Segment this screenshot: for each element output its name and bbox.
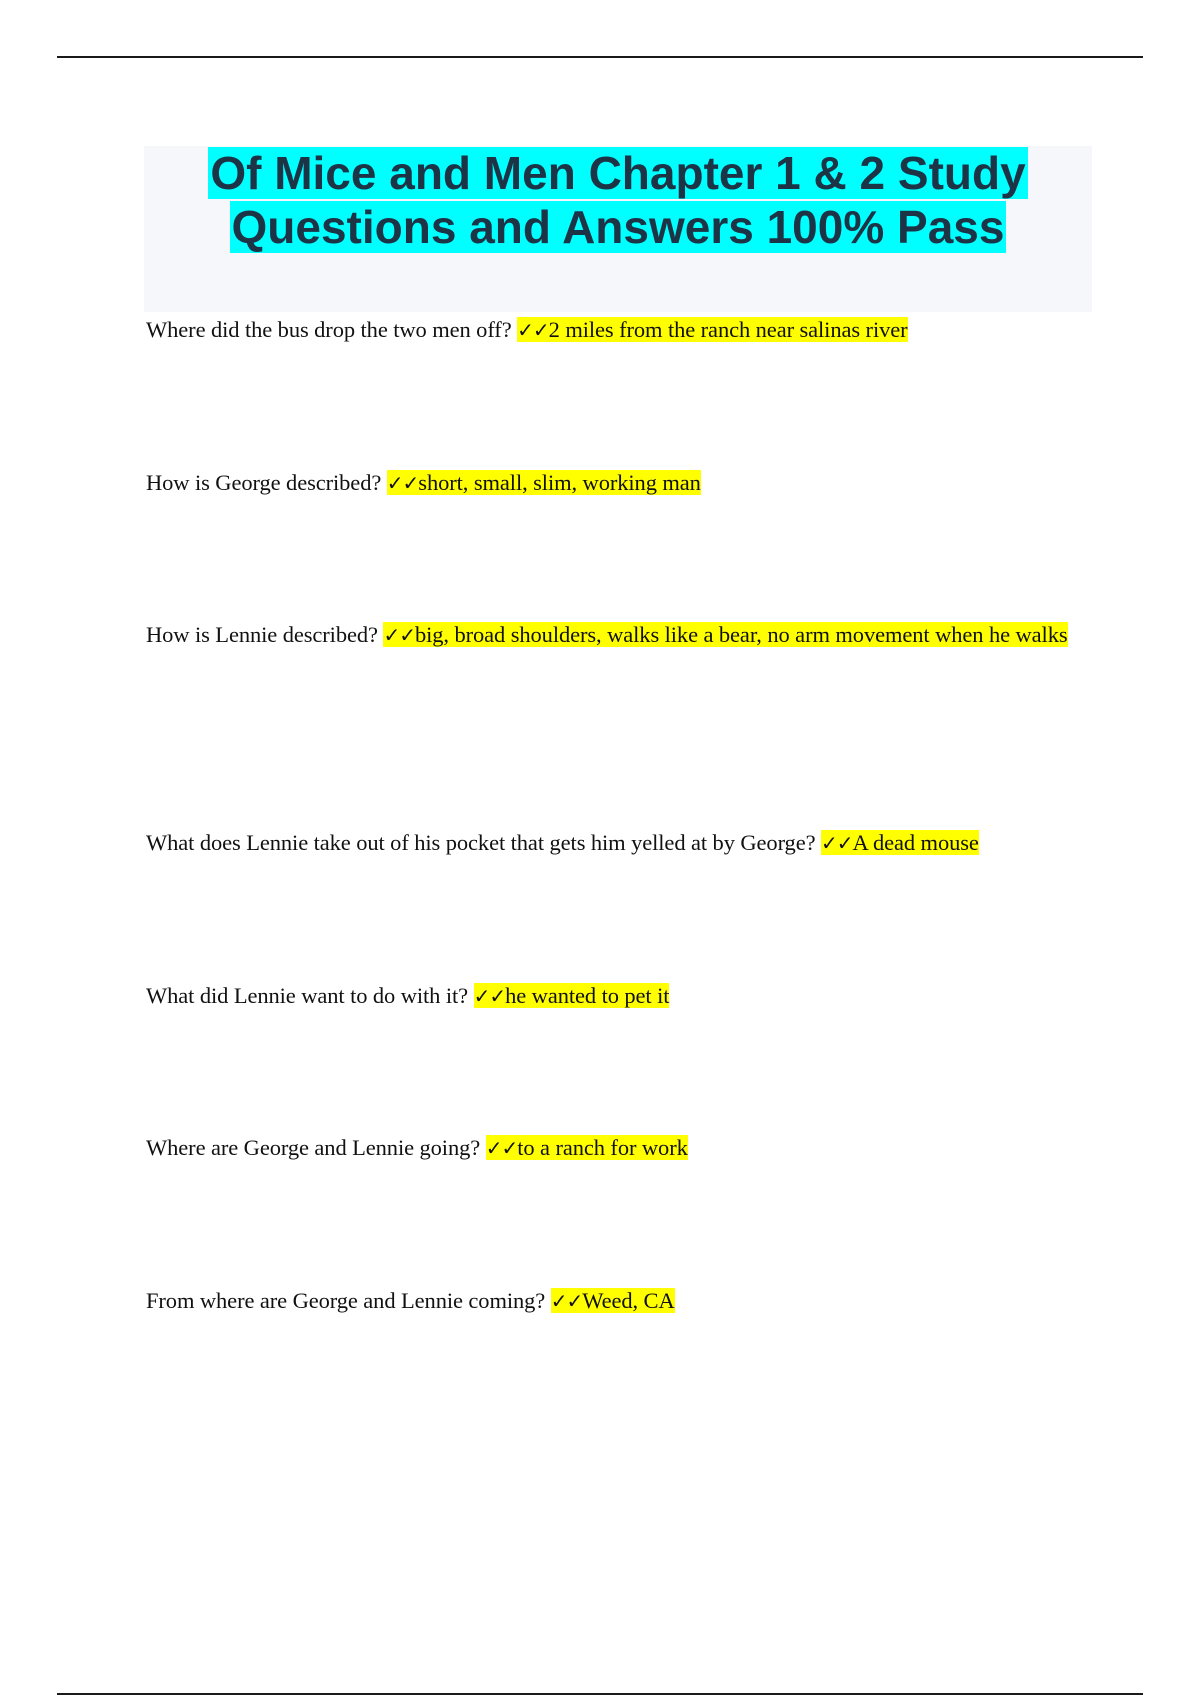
- answer-highlight: [551, 1288, 675, 1313]
- answer-text: Weed, CA: [582, 1288, 675, 1313]
- answer-highlight: [383, 622, 1067, 647]
- title-line-1: Of Mice and Men Chapter 1 & 2 Study: [210, 147, 1026, 199]
- title-line-2: Questions and Answers 100% Pass: [231, 201, 1005, 253]
- question-text: Where did the bus drop the two men off?: [146, 317, 512, 342]
- question-text: What does Lennie take out of his pocket that gets him yelled at by George?: [146, 830, 816, 855]
- answer-text: to a ranch for work: [517, 1135, 688, 1160]
- answer-highlight: [387, 470, 701, 495]
- answer-text: he wanted to pet it: [505, 983, 670, 1008]
- question-text: How is George described?: [146, 470, 382, 495]
- question-text: How is Lennie described?: [146, 622, 378, 647]
- qa-item-6: [146, 1117, 1076, 1179]
- answer-highlight: [517, 317, 907, 342]
- double-check-icon: ✓✓: [550, 1289, 583, 1313]
- double-check-icon: ✓✓: [383, 623, 415, 647]
- double-check-icon: ✓✓: [386, 471, 419, 495]
- answer-highlight: [486, 1135, 688, 1160]
- question-text: Where are George and Lennie going?: [146, 1135, 481, 1160]
- double-check-icon: ✓✓: [485, 1136, 518, 1160]
- answer-text: big, broad shoulders, walks like a bear, no arm movement when he walks: [414, 622, 1068, 647]
- qa-item-3: [146, 604, 1076, 666]
- answer-text: short, small, slim, working man: [418, 470, 701, 495]
- answer-highlight: [821, 830, 979, 855]
- answer-text: 2 miles from the ranch near salinas river: [548, 317, 908, 342]
- question-text: What did Lennie want to do with it?: [146, 983, 469, 1008]
- qa-item-2: [146, 452, 1076, 514]
- double-check-icon: ✓✓: [473, 984, 506, 1008]
- document-title: [144, 146, 1092, 254]
- qa-item-7: [146, 1270, 1076, 1332]
- qa-item-4: [146, 812, 1076, 874]
- footer-rule: [57, 1693, 1143, 1695]
- double-check-icon: ✓✓: [821, 831, 853, 855]
- qa-item-5: [146, 965, 1076, 1027]
- header-rule: [57, 56, 1143, 58]
- qa-item-1: [146, 299, 1076, 361]
- answer-highlight: [474, 983, 670, 1008]
- double-check-icon: ✓✓: [517, 318, 549, 342]
- question-text: From where are George and Lennie coming?: [146, 1288, 546, 1313]
- answer-text: A dead mouse: [852, 830, 979, 855]
